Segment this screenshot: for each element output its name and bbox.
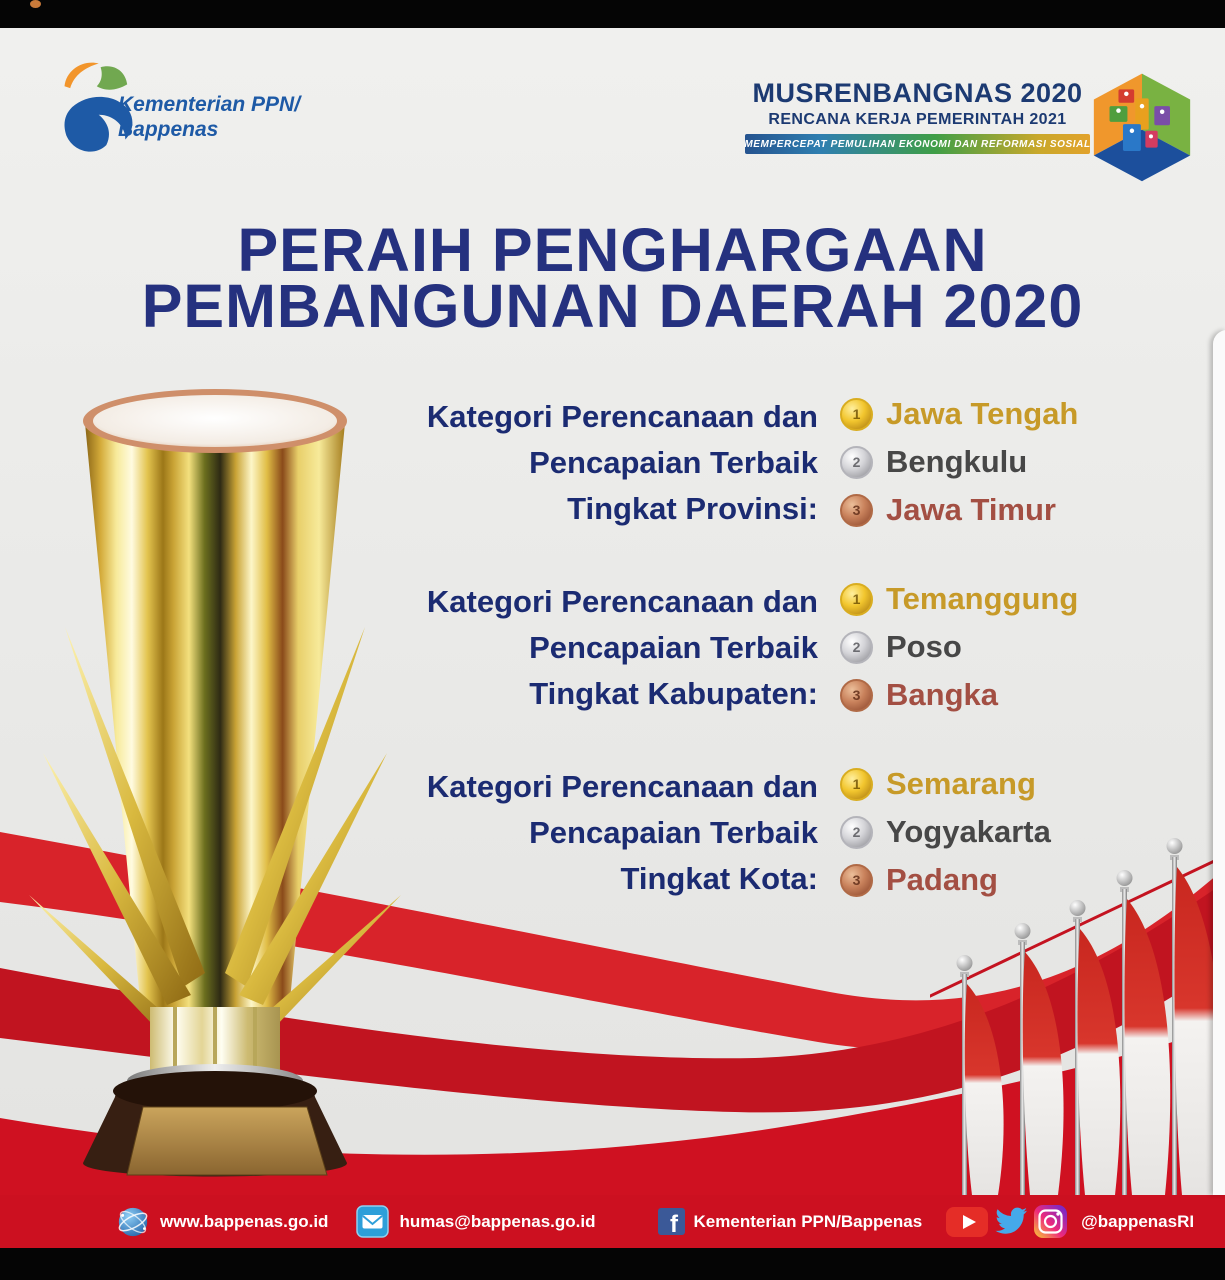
event-subtitle: RENCANA KERJA PEMERINTAH 2021 (768, 111, 1067, 128)
page-title-line2: PEMBANGUNAN DAERAH 2020 (141, 272, 1084, 340)
instagram-icon[interactable] (1033, 1204, 1068, 1239)
page-title (0, 216, 1225, 340)
category-label: Kategori Perencanaan dan Pencapaian Terbaik Tingkat Kabupaten: (426, 584, 818, 711)
category-label: Kategori Perencanaan dan Pencapaian Terbaik Tingkat Provinsi: (426, 399, 818, 526)
winner-row (840, 575, 1078, 623)
winner-list (840, 388, 1078, 534)
category-kabupaten (0, 573, 1180, 719)
winner-row (840, 623, 1078, 671)
page-title-line1: PERAIH PENGHARGAAN (237, 216, 988, 284)
winner-name: Yogyakarta (886, 814, 1051, 849)
winner-list (840, 758, 1051, 904)
agency-name-line2: Bappenas (118, 118, 219, 141)
facebook-link[interactable] (658, 1208, 923, 1235)
globe-icon (116, 1205, 150, 1239)
event-tagline: MEMPERCEPAT PEMULIHAN EKONOMI DAN REFORMASI SOSIAL (744, 138, 1091, 150)
event-tagline-banner (745, 134, 1090, 154)
winner-name: Padang (886, 862, 998, 897)
gold-medal-icon: 1 (840, 768, 873, 801)
facebook-icon (658, 1208, 685, 1235)
email-link[interactable] (356, 1205, 595, 1238)
winner-name: Bangka (886, 677, 998, 712)
winner-name: Poso (886, 629, 962, 664)
envelope-icon (356, 1205, 389, 1238)
contact-footer (0, 1195, 1225, 1248)
winner-name: Jawa Tengah (886, 396, 1079, 431)
youtube-icon[interactable] (946, 1207, 988, 1237)
winner-row (840, 808, 1051, 856)
silver-medal-icon: 2 (840, 446, 873, 479)
musrenbangnas-cube-logo (1086, 68, 1198, 188)
svg-text:f: f (669, 1211, 678, 1235)
website-url[interactable]: www.bappenas.go.id (160, 1211, 329, 1231)
bronze-medal-icon: 3 (840, 679, 873, 712)
facebook-page-name[interactable]: Kementerian PPN/Bappenas (693, 1211, 923, 1231)
winner-name: Temanggung (886, 581, 1079, 616)
winner-name: Semarang (886, 766, 1036, 801)
event-title: MUSRENBANGNAS 2020 (752, 78, 1083, 108)
winner-row (840, 486, 1078, 534)
winner-row (840, 390, 1078, 438)
event-header (745, 78, 1090, 154)
twitter-icon[interactable] (995, 1207, 1028, 1237)
next-page-edge (1213, 330, 1225, 1195)
status-bar (0, 0, 1225, 28)
bottom-letterbox (0, 1248, 1225, 1280)
silver-medal-icon: 2 (840, 816, 873, 849)
email-address[interactable]: humas@bappenas.go.id (399, 1211, 596, 1231)
silver-medal-icon: 2 (840, 631, 873, 664)
winner-name: Jawa Timur (886, 492, 1057, 527)
winner-list (840, 573, 1078, 719)
winner-name: Bengkulu (886, 444, 1028, 479)
category-label: Kategori Perencanaan dan Pencapaian Terbaik Tingkat Kota: (426, 769, 818, 896)
gold-medal-icon: 1 (840, 583, 873, 616)
winner-row (840, 760, 1051, 808)
category-kota (0, 758, 1180, 904)
status-dot (30, 0, 41, 8)
agency-name (118, 92, 300, 142)
winner-row (840, 438, 1078, 486)
gold-medal-icon: 1 (840, 398, 873, 431)
winner-row (840, 856, 1051, 904)
category-provinsi (0, 388, 1180, 534)
winner-row (840, 671, 1078, 719)
bronze-medal-icon: 3 (840, 494, 873, 527)
bronze-medal-icon: 3 (840, 864, 873, 897)
award-poster (0, 28, 1225, 1248)
agency-name-line1: Kementerian PPN/ (118, 93, 301, 116)
website-link[interactable] (116, 1205, 328, 1239)
instagram-handle[interactable]: @bappenasRI (1081, 1211, 1195, 1231)
